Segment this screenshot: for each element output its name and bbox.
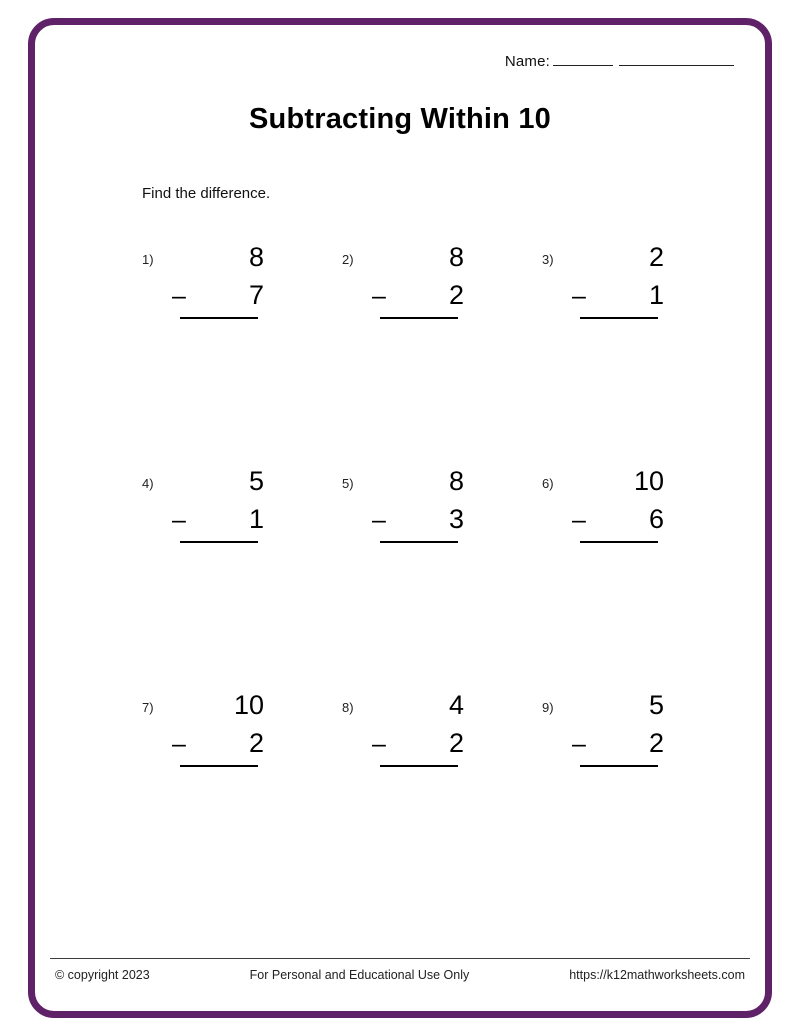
minuend: 8 (248, 242, 264, 272)
subtrahend-row (368, 276, 472, 315)
problem-number: 7) (142, 700, 154, 715)
problem-number: 8) (342, 700, 354, 715)
problem-stack (568, 462, 672, 587)
subtrahend: 2 (448, 728, 464, 758)
minuend-row (368, 238, 472, 276)
problem-grid (120, 238, 700, 910)
problem-stack (168, 238, 272, 363)
answer-space[interactable] (168, 543, 272, 587)
minus-sign-icon: – (172, 506, 186, 534)
problem-item (120, 238, 320, 462)
minuend: 8 (448, 242, 464, 272)
problem-number: 9) (542, 700, 554, 715)
problem-number: 2) (342, 252, 354, 267)
subtrahend-row (368, 724, 472, 763)
problem-item (320, 686, 520, 910)
minuend-row (368, 462, 472, 500)
name-label: Name: (504, 53, 550, 70)
footer-divider (50, 958, 750, 959)
subtrahend: 7 (248, 280, 264, 310)
answer-space[interactable] (168, 319, 272, 363)
name-blank-short (553, 52, 613, 66)
problem-item (120, 686, 320, 910)
problem-number: 1) (142, 252, 154, 267)
minus-sign-icon: – (572, 506, 586, 534)
problem-item (520, 686, 720, 910)
minuend: 10 (233, 690, 264, 720)
minus-sign-icon: – (372, 282, 386, 310)
name-field[interactable] (505, 52, 738, 70)
problem-item (120, 462, 320, 686)
problem-stack (368, 462, 472, 587)
problem-item (320, 462, 520, 686)
subtrahend-row (568, 276, 672, 315)
minuend: 5 (248, 466, 264, 496)
subtrahend: 2 (248, 728, 264, 758)
problem-item (320, 238, 520, 462)
answer-space[interactable] (368, 767, 472, 811)
problem-stack (368, 686, 472, 811)
problem-stack (568, 686, 672, 811)
minus-sign-icon: – (572, 282, 586, 310)
answer-space[interactable] (168, 767, 272, 811)
name-blank-long (619, 52, 734, 66)
answer-space[interactable] (568, 767, 672, 811)
minuend-row (568, 462, 672, 500)
minus-sign-icon: – (372, 730, 386, 758)
minus-sign-icon: – (172, 730, 186, 758)
problem-stack (568, 238, 672, 363)
minuend: 10 (633, 466, 664, 496)
minuend-row (168, 686, 272, 724)
problem-number: 6) (542, 476, 554, 491)
page-footer (55, 968, 745, 982)
problem-item (520, 238, 720, 462)
footer-url[interactable]: https://k12mathworksheets.com (569, 968, 745, 982)
minus-sign-icon: – (372, 506, 386, 534)
minuend-row (368, 686, 472, 724)
answer-space[interactable] (568, 319, 672, 363)
subtrahend: 1 (648, 280, 664, 310)
answer-space[interactable] (568, 543, 672, 587)
footer-copyright: © copyright 2023 (55, 968, 150, 982)
minuend-row (168, 238, 272, 276)
subtrahend: 2 (648, 728, 664, 758)
answer-space[interactable] (368, 543, 472, 587)
problem-stack (368, 238, 472, 363)
minuend-row (568, 686, 672, 724)
subtrahend-row (368, 500, 472, 539)
problem-number: 4) (142, 476, 154, 491)
minuend: 4 (448, 690, 464, 720)
minus-sign-icon: – (572, 730, 586, 758)
subtrahend-row (568, 500, 672, 539)
subtrahend-row (168, 500, 272, 539)
minuend: 5 (648, 690, 664, 720)
subtrahend-row (168, 276, 272, 315)
problem-number: 3) (542, 252, 554, 267)
answer-space[interactable] (368, 319, 472, 363)
problem-stack (168, 462, 272, 587)
page-title: Subtracting Within 10 (248, 103, 551, 135)
subtrahend: 1 (248, 504, 264, 534)
minuend-row (568, 238, 672, 276)
subtrahend: 6 (648, 504, 664, 534)
problem-stack (168, 686, 272, 811)
minuend: 8 (448, 466, 464, 496)
subtrahend-row (168, 724, 272, 763)
problem-item (520, 462, 720, 686)
subtrahend: 3 (448, 504, 464, 534)
problem-number: 5) (342, 476, 354, 491)
subtrahend: 2 (448, 280, 464, 310)
subtrahend-row (568, 724, 672, 763)
instruction-text: Find the difference. (142, 185, 271, 202)
minus-sign-icon: – (172, 282, 186, 310)
minuend: 2 (648, 242, 664, 272)
footer-usage: For Personal and Educational Use Only (249, 968, 470, 982)
minuend-row (168, 462, 272, 500)
